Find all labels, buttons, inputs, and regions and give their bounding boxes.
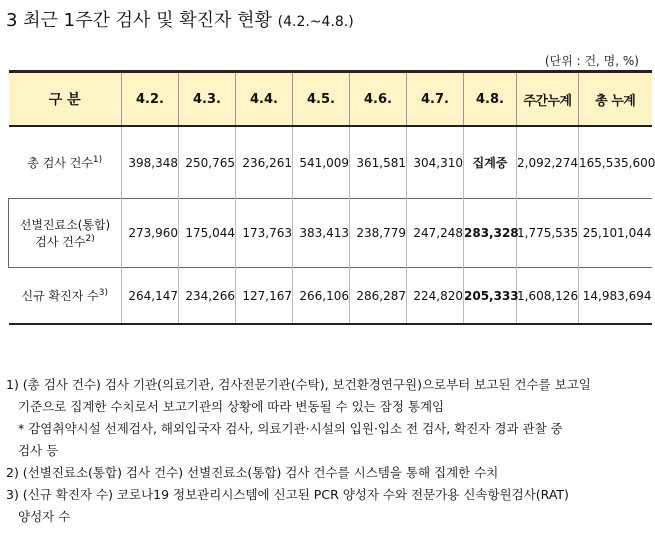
cell: 205,333	[464, 268, 517, 325]
page-title	[6, 6, 354, 32]
header-total: 총 누계	[579, 72, 652, 127]
footnotes	[6, 374, 642, 528]
cell: 273,960	[122, 199, 179, 268]
cell: 541,009	[293, 126, 350, 199]
footnote: 검사 등	[18, 443, 59, 458]
header-date: 4.6.	[350, 72, 407, 127]
footnote: 기준으로 집계한 수치로서 보고기관의 상황에 따라 변동될 수 있는 잠정 통계임	[18, 399, 445, 414]
cell: 283,328	[464, 199, 517, 268]
cell-weekly: 2,092,274	[517, 126, 579, 199]
cell: 250,765	[179, 126, 236, 199]
footnote: 2) (선별진료소(통합) 검사 건수) 선별진료소(통합) 검사 건수를 시스템을 통해 집계한 수치	[6, 465, 499, 480]
unit-note: (단위 : 건, 명, %)	[544, 54, 639, 68]
cell: 173,763	[236, 199, 293, 268]
stats-table	[8, 70, 655, 325]
cell-weekly: 1,775,535	[517, 199, 579, 268]
footnote: 3) (신규 확진자 수) 코로나19 정보관리시스템에 신고된 PCR 양성자 수와 전문가용 신속항원검사(RAT)	[6, 487, 569, 502]
cell: 304,310	[407, 126, 464, 199]
cell-total: 165,535,600	[579, 126, 652, 199]
header-row	[9, 72, 652, 127]
cell: 398,348	[122, 126, 179, 199]
header-date: 4.2.	[122, 72, 179, 127]
table-row	[9, 199, 652, 268]
cell-weekly: 1,608,126	[517, 268, 579, 325]
header-date: 4.8.	[464, 72, 517, 127]
cell-total: 25,101,044	[579, 199, 652, 268]
header-date: 4.4.	[236, 72, 293, 127]
cell: 361,581	[350, 126, 407, 199]
cell: 247,248	[407, 199, 464, 268]
footnote: 양성자 수	[18, 509, 71, 524]
cell: 236,261	[236, 126, 293, 199]
cell: 127,167	[236, 268, 293, 325]
cell: 238,779	[350, 199, 407, 268]
cell: 286,287	[350, 268, 407, 325]
cell-total: 14,983,694	[579, 268, 652, 325]
cell: 264,147	[122, 268, 179, 325]
cell: 234,266	[179, 268, 236, 325]
cell: 383,413	[293, 199, 350, 268]
row-label: 총 검사 건수$^{1)}$	[27, 155, 103, 170]
header-date: 4.3.	[179, 72, 236, 127]
row-label: 신규 확진자 수$^{3)}$	[9, 268, 122, 325]
cell: 175,044	[179, 199, 236, 268]
footnote: 1) (총 검사 건수) 검사 기관(의료기관, 검사전문기관(수탁), 보건환경연구원)으로부터 보고된 건수를 보고일	[6, 377, 591, 392]
title-range: (4.2.~4.8.)	[277, 14, 354, 30]
cell-pending: 집계중	[464, 126, 517, 199]
table-row	[9, 126, 652, 199]
header-label: 구 분	[9, 72, 122, 127]
cell: 224,820	[407, 268, 464, 325]
footnote: * 감염취약시설 선제검사, 해외입국자 검사, 의료기관·시설의 입원·입소 전 검사, 확진자 경과 관찰 중	[18, 421, 563, 436]
title-text: 3 최근 1주간 검사 및 확진자 현황	[6, 10, 272, 31]
header-weekly: 주간누계	[517, 72, 579, 127]
cell: 266,106	[293, 268, 350, 325]
row-label: 선별진료소(통합) 검사 건수$^{2)}$	[9, 199, 122, 268]
header-date: 4.5.	[293, 72, 350, 127]
table-row	[9, 268, 652, 325]
header-date: 4.7.	[407, 72, 464, 127]
